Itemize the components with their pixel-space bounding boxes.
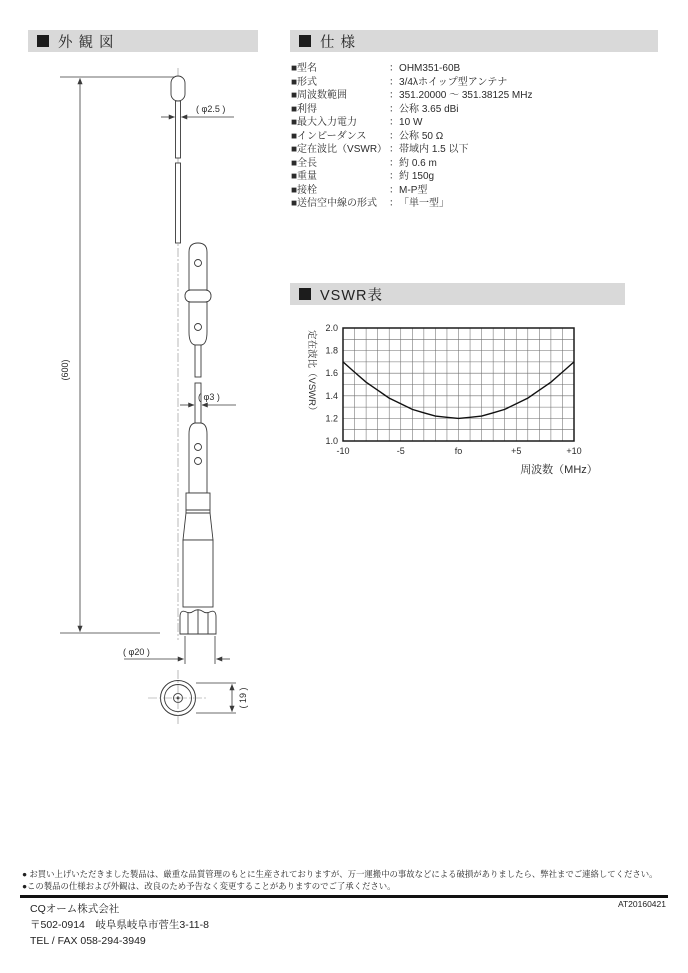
spec-bullet-icon: ■: [291, 76, 298, 88]
antenna-tip-cap: [171, 76, 185, 101]
spec-bullet-icon: ■: [291, 198, 298, 209]
spec-value: M-P型: [399, 184, 428, 196]
spec-value: 公称 50 Ω: [399, 130, 444, 142]
screw-hole: [195, 324, 202, 331]
spec-value: 約 0.6 m: [399, 157, 437, 169]
screw-hole: [195, 458, 202, 465]
spec-row: [291, 103, 661, 117]
spec-row: [291, 157, 661, 171]
spec-value: 約 150g: [399, 171, 435, 182]
spec-value: OHM351-60B: [399, 63, 461, 74]
section-title-drawing: 外 観 図: [58, 34, 115, 51]
spec-label: 重量: [297, 171, 318, 182]
dim-label-base: ( φ20 ): [123, 647, 150, 657]
spec-bullet-icon: ■: [291, 184, 298, 196]
spec-row: [291, 89, 661, 103]
square-bullet-icon: [299, 35, 311, 47]
dim-label-flats: ( 19 ): [238, 687, 248, 709]
spec-value: 10 W: [399, 117, 423, 128]
section-header-drawing: [28, 30, 258, 52]
y-tick-label: 1.8: [325, 345, 338, 356]
spec-label: 全長: [297, 157, 318, 169]
footer-note-line2: ●この製品の仕様および外観は、改良のため予告なく変更することがありますのでご了承ください。: [22, 881, 396, 891]
section-title-spec: 仕 様: [320, 34, 357, 51]
base-body: [183, 540, 213, 607]
spec-row: [291, 170, 661, 184]
spec-colon: ：: [389, 63, 400, 74]
spec-label: 接栓: [297, 184, 318, 196]
dim-label-mid: ( φ3 ): [198, 392, 220, 402]
spec-label: 形式: [297, 76, 318, 88]
company-block: [30, 901, 209, 949]
spec-label: インピーダンス: [297, 130, 367, 142]
spec-colon: ：: [389, 90, 400, 101]
y-tick-label: 1.2: [325, 413, 338, 424]
mid-rod: [195, 345, 201, 377]
spec-row: [291, 116, 661, 130]
dim-label-tip: ( φ2.5 ): [196, 104, 226, 114]
dim-label-overall: (600): [60, 359, 70, 381]
spec-value: 帯域内 1.5 以下: [399, 144, 469, 155]
company-name: CQオーム株式会社: [30, 903, 120, 915]
spec-list: [291, 62, 661, 211]
spec-row: [291, 130, 661, 144]
y-tick-label: 2.0: [325, 323, 338, 333]
x-axis-title: 周波数（MHz）: [520, 464, 598, 476]
spec-row: [291, 197, 661, 211]
spec-bullet-icon: ■: [291, 144, 298, 155]
base-taper: [183, 513, 213, 540]
footer-notes: [22, 868, 672, 892]
x-tick-label: +10: [566, 446, 582, 456]
spec-row: [291, 184, 661, 198]
spec-colon: ：: [389, 184, 400, 196]
screw-hole: [195, 260, 202, 267]
spec-row: [291, 143, 661, 157]
spec-colon: ：: [389, 117, 400, 128]
square-bullet-icon: [37, 35, 49, 47]
whip-rod-upper: [176, 101, 181, 158]
antenna-outline-drawing: [20, 60, 270, 740]
ferrule-collar: [185, 290, 211, 302]
square-bullet-icon: [299, 288, 311, 300]
spec-colon: ：: [389, 144, 400, 155]
spec-label: 送信空中線の形式: [297, 198, 378, 209]
spec-colon: ：: [389, 130, 400, 142]
y-tick-label: 1.6: [325, 368, 338, 379]
spec-row: [291, 76, 661, 90]
spec-value: 公称 3.65 dBi: [399, 103, 459, 115]
spec-label: 定在波比（VSWR）: [297, 144, 388, 155]
spec-bullet-icon: ■: [291, 90, 298, 101]
screw-hole: [195, 444, 202, 451]
y-axis-title: 定在波比（VSWR）: [306, 330, 317, 416]
spec-label: 最大入力電力: [297, 117, 358, 128]
spec-value: 「単一型」: [399, 198, 450, 209]
spec-value: 3/4λホイップ型アンテナ: [399, 76, 508, 88]
spec-label: 型名: [297, 63, 318, 74]
vswr-chart: [295, 318, 635, 483]
x-tick-label: -5: [396, 446, 405, 456]
spec-bullet-icon: ■: [291, 63, 298, 74]
whip-rod-upper2: [176, 163, 181, 243]
section-header-spec: [290, 30, 658, 52]
spec-bullet-icon: ■: [291, 157, 298, 169]
x-tick-label: fo: [454, 446, 463, 456]
spec-bullet-icon: ■: [291, 130, 298, 142]
section-title-vswr: VSWR表: [320, 287, 383, 304]
spec-colon: ：: [389, 76, 400, 88]
spec-colon: ：: [389, 103, 400, 115]
company-tel: TEL / FAX 058-294-3949: [30, 935, 146, 947]
spec-bullet-icon: ■: [291, 103, 298, 115]
company-address: 〒502-0914 岐阜県岐阜市菅生3-11-8: [30, 919, 209, 931]
footer-note-line1: ● お買い上げいただきました製品は、厳重な品質管理のもとに生産されておりますが、万一運搬中の事故などによる破損がありましたら、弊社までご連絡してください。: [22, 869, 658, 879]
spec-colon: ：: [389, 198, 400, 209]
x-tick-label: -10: [336, 446, 350, 456]
y-tick-label: 1.4: [325, 390, 338, 401]
section-header-vswr: [290, 283, 625, 305]
spec-colon: ：: [389, 157, 400, 169]
spec-value: 351.20000 ～ 351.38125 MHz: [399, 90, 533, 101]
spec-colon: ：: [389, 171, 400, 182]
spec-bullet-icon: ■: [291, 117, 298, 128]
spec-row: [291, 62, 661, 76]
y-tick-label: 1.0: [325, 436, 338, 446]
footer-rule: [20, 895, 668, 898]
spec-bullet-icon: ■: [291, 171, 298, 182]
spec-label: 周波数範囲: [297, 90, 348, 101]
mid-rod2: [195, 383, 201, 423]
document-number: AT20160421: [617, 899, 666, 909]
x-tick-label: +5: [511, 446, 522, 456]
spec-label: 利得: [297, 103, 318, 115]
